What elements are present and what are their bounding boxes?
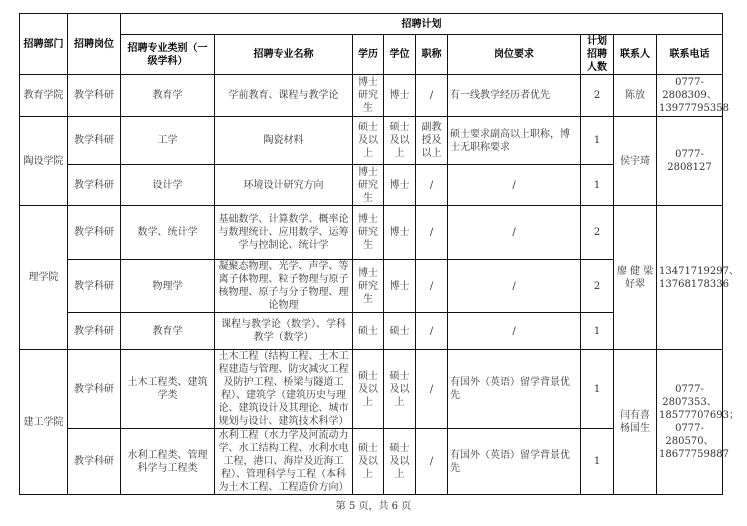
education-cell: 博士研究生	[353, 206, 384, 260]
requirement-cell: /	[448, 260, 581, 313]
phone-cell: 0777-2807353、18577707693；0777-280570、18677759887	[657, 350, 723, 495]
major-name-cell: 学前教育、课程与教学论	[215, 75, 353, 117]
count-cell: 1	[581, 117, 614, 165]
contact-cell: 廖 健 梁好翠	[614, 206, 657, 350]
requirement-cell: /	[448, 313, 581, 350]
table-row	[20, 75, 723, 117]
requirement-cell: /	[448, 165, 581, 206]
post-cell: 教学科研	[68, 313, 121, 350]
dept-cell: 教育学院	[20, 75, 68, 117]
major-name-cell: 土木工程（结构工程、土木工程建造与管理、防灾减灾工程及防护工程、桥梁与隧道工程）、建筑学（建筑历史与理论、建筑设计及其理论、城市规划与设计、建筑技术科学）	[215, 350, 353, 429]
post-cell: 教学科研	[68, 165, 121, 206]
degree-cell: 博士	[384, 206, 416, 260]
requirement-cell: 硕士要求副高以上职称，博士无职称要求	[448, 117, 581, 165]
count-cell: 1	[581, 350, 614, 429]
title-cell: /	[416, 429, 448, 495]
title-cell: /	[416, 260, 448, 313]
recruitment-table	[19, 13, 739, 495]
count-cell: 2	[581, 206, 614, 260]
contact-cell: 侯宇琦	[614, 117, 657, 206]
major-category-cell: 数学、统计学	[121, 206, 215, 260]
header-plan: 招聘计划	[121, 14, 723, 35]
dept-cell: 理学院	[20, 206, 68, 350]
contact-cell: 闫有喜 杨国生	[614, 350, 657, 495]
post-cell: 教学科研	[68, 75, 121, 117]
major-name-cell: 环境设计研究方向	[215, 165, 353, 206]
header-degree: 学位	[384, 35, 416, 75]
header-title: 职称	[416, 35, 448, 75]
header-count: 计划招聘人数	[581, 35, 614, 75]
post-cell: 教学科研	[68, 350, 121, 429]
dept-cell: 陶设学院	[20, 117, 68, 206]
major-category-cell: 教育学	[121, 75, 215, 117]
major-category-cell: 设计学	[121, 165, 215, 206]
title-cell: 副教授及以上	[416, 117, 448, 165]
education-cell: 硕士	[353, 313, 384, 350]
major-category-cell: 水利工程类、管理科学与工程类	[121, 429, 215, 495]
post-cell: 教学科研	[68, 206, 121, 260]
title-cell: /	[416, 206, 448, 260]
phone-cell: 0777-2808127	[657, 117, 723, 206]
contact-cell: 陈放	[614, 75, 657, 117]
title-cell: /	[416, 75, 448, 117]
degree-cell: 博士	[384, 75, 416, 117]
count-cell: 1	[581, 313, 614, 350]
major-name-cell: 凝聚态物理、光学、声学、等离子体物理、粒子物理与原子核物理、原子与分子物理、理论物理	[215, 260, 353, 313]
major-category-cell: 教育学	[121, 313, 215, 350]
education-cell: 博士研究生	[353, 75, 384, 117]
degree-cell: 博士	[384, 165, 416, 206]
degree-cell: 硕士	[384, 313, 416, 350]
major-category-cell: 土木工程类、建筑学类	[121, 350, 215, 429]
education-cell: 硕士及以上	[353, 429, 384, 495]
major-name-cell: 课程与教学论（数学）、学科教学（数学）	[215, 313, 353, 350]
degree-cell: 硕士及以上	[384, 117, 416, 165]
post-cell: 教学科研	[68, 260, 121, 313]
table-row	[20, 117, 723, 165]
phone-cell: 0777-2808309、13977795358	[657, 75, 723, 117]
table-row	[20, 206, 723, 260]
requirement-cell: 有国外（英语）留学背景优先	[448, 429, 581, 495]
header-major-category: 招聘专业类别（一级学科）	[121, 35, 215, 75]
degree-cell: 硕士及以上	[384, 350, 416, 429]
education-cell: 硕士及以上	[353, 350, 384, 429]
title-cell: /	[416, 165, 448, 206]
major-category-cell: 物理学	[121, 260, 215, 313]
requirement-cell: /	[448, 206, 581, 260]
degree-cell: 博士	[384, 260, 416, 313]
phone-cell: 13471719297、13768178336	[657, 206, 723, 350]
count-cell: 2	[581, 75, 614, 117]
education-cell: 硕士及以上	[353, 117, 384, 165]
header-education: 学历	[353, 35, 384, 75]
education-cell: 博士研究生	[353, 165, 384, 206]
title-cell: /	[416, 313, 448, 350]
header-phone: 联系电话	[657, 35, 723, 75]
header-requirement: 岗位要求	[448, 35, 581, 75]
major-name-cell: 基础数学、计算数学、概率论与数理统计、应用数学、运筹学与控制论、统计学	[215, 206, 353, 260]
table-row	[20, 350, 723, 429]
count-cell: 1	[581, 165, 614, 206]
header-post: 招聘岗位	[68, 14, 121, 75]
major-name-cell: 陶瓷材料	[215, 117, 353, 165]
education-cell: 博士研究生	[353, 260, 384, 313]
degree-cell: 硕士及以上	[384, 429, 416, 495]
header-dept: 招聘部门	[20, 14, 68, 75]
header-contact: 联系人	[614, 35, 657, 75]
title-cell: /	[416, 350, 448, 429]
post-cell: 教学科研	[68, 429, 121, 495]
page-footer: 第 5 页，共 6 页	[335, 501, 412, 512]
major-category-cell: 工学	[121, 117, 215, 165]
major-name-cell: 水利工程（水力学及河流动力学、水工结构工程、水利水电工程，港口、海岸及近海工程）、管理科学与工程（本科为土木工程、工程造价方向）	[215, 429, 353, 495]
dept-cell: 建工学院	[20, 350, 68, 495]
count-cell: 2	[581, 260, 614, 313]
requirement-cell: 有国外（英语）留学背景优先	[448, 350, 581, 429]
header-major-name: 招聘专业名称	[215, 35, 353, 75]
post-cell: 教学科研	[68, 117, 121, 165]
requirement-cell: 有一线教学经历者优先	[448, 75, 581, 117]
count-cell: 1	[581, 429, 614, 495]
